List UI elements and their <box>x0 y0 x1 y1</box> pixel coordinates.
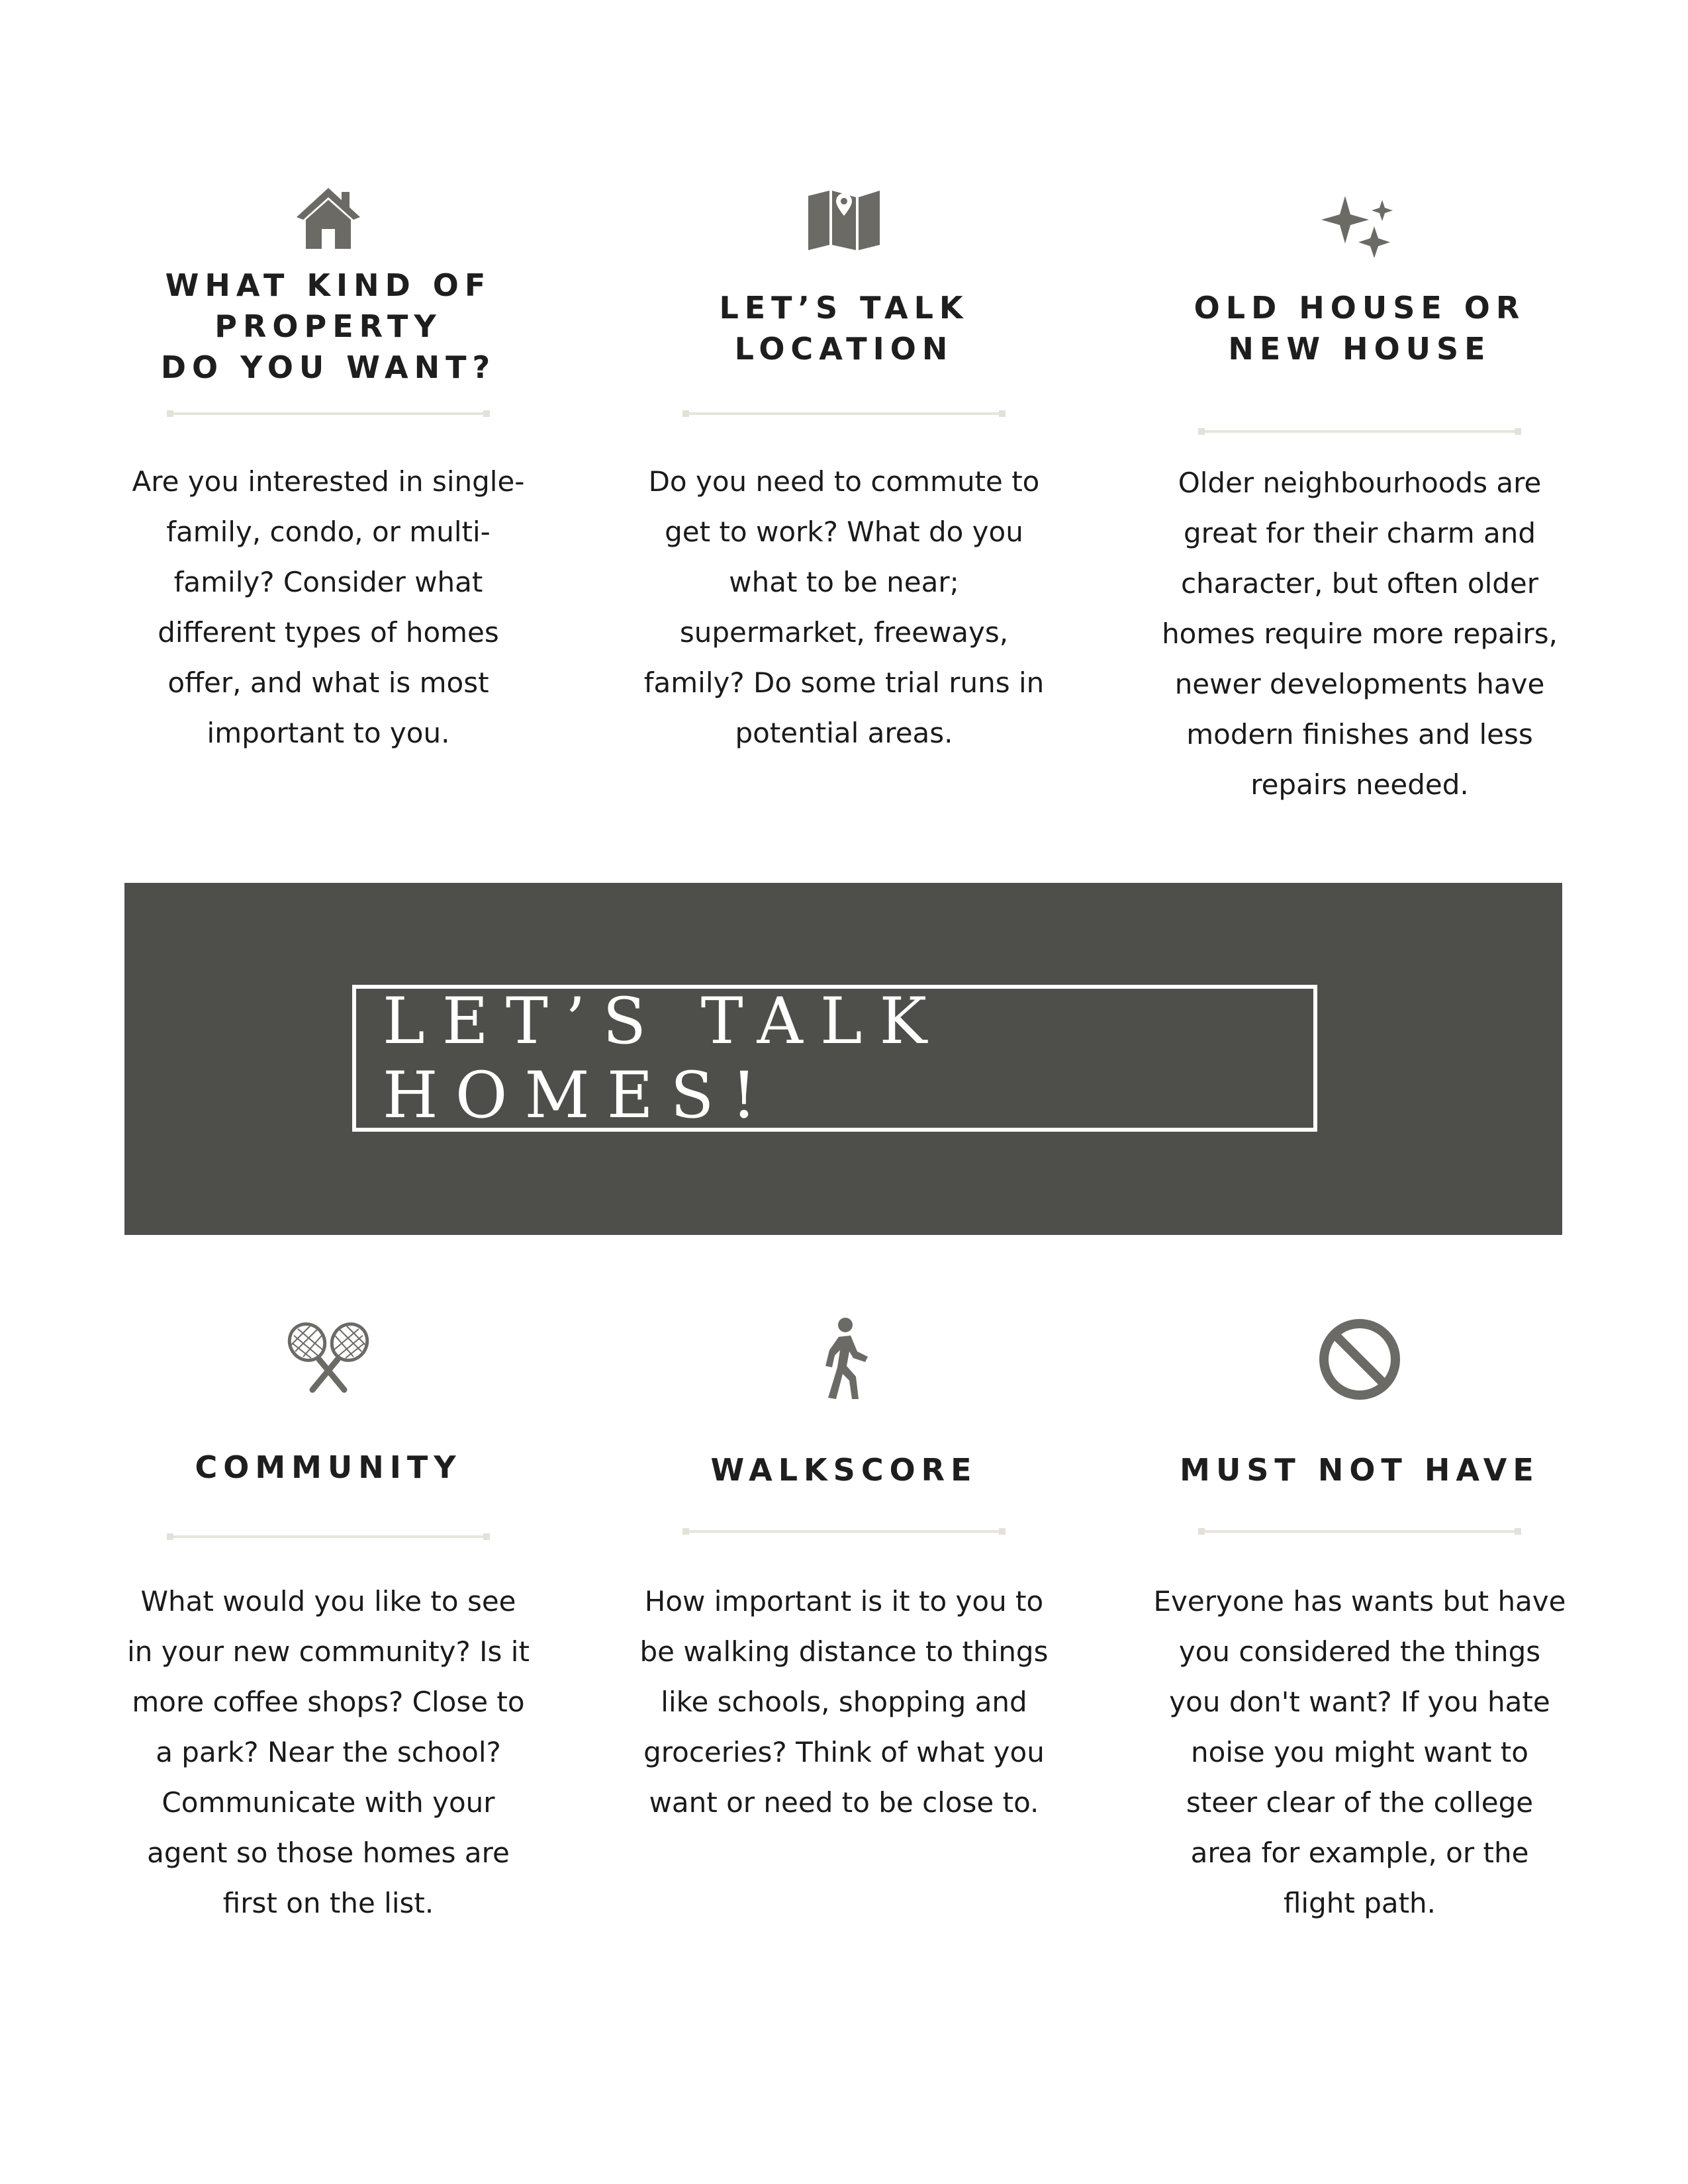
section-heading: WALKSCORE <box>710 1452 978 1488</box>
section-body: How important is it to you to be walking distance to things like schools, shopping and groceries? Think of what you want or need to be close to. <box>639 1585 1049 1819</box>
tennis-rackets-icon <box>285 1321 372 1394</box>
must-not-have-section <box>1128 0 1591 1985</box>
section-heading: COMMUNITY <box>195 1449 462 1485</box>
walking-person-icon <box>816 1317 872 1400</box>
section-body: Everyone has wants but have you considered the things you don't want? If you hate noise you might want to steer clear of the college area for example, or the flight path. <box>1153 1585 1566 1919</box>
section-body: Older neighbourhoods are great for their charm and character, but often older homes require more repairs, newer developments have modern finishes and less repairs needed. <box>1162 467 1558 801</box>
section-heading: MUST NOT HAVE <box>1180 1452 1540 1488</box>
banner-title: LET’S TALK HOMES! <box>383 984 945 1132</box>
section-body: What would you like to see in your new community? Is it more coffee shops? Close to a park? Near the school? Communicate with your agent so those homes are first on the list. <box>127 1585 530 1919</box>
section-body: Are you interested in single- family, condo, or multi- family? Consider what different types of homes offer, and what is most important to you. <box>132 465 525 749</box>
community-section <box>97 0 560 1985</box>
walkscore-section <box>612 0 1076 1985</box>
section-body: Do you need to commute to get to work? What do you what to be near; supermarket, freeways, family? Do some trial runs in potential areas. <box>643 465 1045 749</box>
section-divider <box>682 1530 1006 1533</box>
section-heading: OLD HOUSE OR NEW HOUSE <box>1194 290 1526 367</box>
section-divider <box>1198 1530 1521 1533</box>
section-heading: LET’S TALK LOCATION <box>719 290 969 367</box>
section-divider <box>167 1535 490 1538</box>
section-heading: WHAT KIND OF PROPERTY DO YOU WANT? <box>160 267 496 385</box>
no-symbol-icon <box>1317 1317 1402 1402</box>
